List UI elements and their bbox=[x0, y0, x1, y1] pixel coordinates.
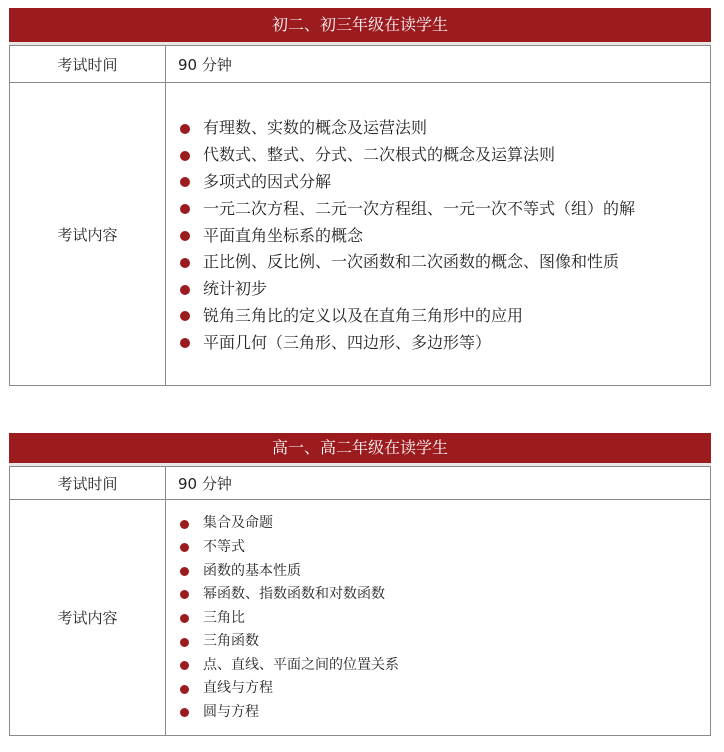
exam-table bbox=[9, 45, 711, 386]
list-item bbox=[178, 249, 709, 276]
time-label: 考试时间 bbox=[10, 467, 166, 500]
bullet-dot-icon bbox=[180, 567, 189, 576]
list-item bbox=[178, 142, 709, 169]
list-item-text: 三角比 bbox=[203, 609, 245, 626]
bullet-dot-icon bbox=[180, 204, 190, 214]
content-list bbox=[178, 512, 709, 724]
table-row bbox=[10, 500, 711, 736]
content-label: 考试内容 bbox=[10, 83, 166, 386]
section-header: 初二、初三年级在读学生 bbox=[9, 8, 711, 45]
bullet-dot-icon bbox=[180, 708, 189, 717]
list-item-text: 圆与方程 bbox=[203, 704, 259, 721]
list-item-text: 幂函数、指数函数和对数函数 bbox=[203, 586, 385, 603]
bullet-dot-icon bbox=[180, 520, 189, 529]
list-item bbox=[178, 223, 709, 250]
bullet-dot-icon bbox=[180, 614, 189, 623]
list-item-text: 多项式的因式分解 bbox=[203, 172, 332, 191]
list-item-text: 正比例、反比例、一次函数和二次函数的概念、图像和性质 bbox=[203, 252, 620, 272]
exam-table bbox=[9, 466, 711, 736]
list-item bbox=[178, 677, 709, 701]
list-item bbox=[178, 701, 709, 725]
list-item bbox=[178, 303, 709, 330]
list-item-text: 代数式、整式、分式、二次根式的概念及运算法则 bbox=[203, 145, 556, 165]
exam-section-middle-school bbox=[9, 8, 711, 386]
bullet-dot-icon bbox=[180, 338, 190, 348]
list-item bbox=[178, 583, 709, 607]
list-item bbox=[178, 536, 709, 560]
bullet-dot-icon bbox=[180, 661, 189, 670]
list-item-text: 平面几何（三角形、四边形、多边形等） bbox=[203, 332, 492, 352]
bullet-dot-icon bbox=[180, 177, 190, 187]
table-row bbox=[10, 83, 711, 386]
time-value: 90 分钟 bbox=[166, 467, 711, 500]
list-item-text: 一元二次方程、二元一次方程组、一元一次不等式（组）的解 bbox=[203, 198, 636, 218]
bullet-dot-icon bbox=[180, 311, 190, 321]
time-label: 考试时间 bbox=[10, 46, 166, 83]
list-item-text: 函数的基本性质 bbox=[203, 562, 301, 579]
bullet-dot-icon bbox=[180, 258, 190, 268]
list-item-text: 直线与方程 bbox=[203, 680, 273, 697]
list-item bbox=[178, 276, 709, 303]
bullet-dot-icon bbox=[180, 151, 190, 161]
list-item bbox=[178, 196, 709, 223]
list-item-text: 平面直角坐标系的概念 bbox=[203, 225, 364, 245]
list-item-text: 点、直线、平面之间的位置关系 bbox=[203, 656, 399, 673]
list-item bbox=[178, 654, 709, 678]
list-item-text: 不等式 bbox=[203, 538, 245, 555]
list-item-text: 集合及命题 bbox=[203, 515, 273, 532]
list-item-text: 有理数、实数的概念及运营法则 bbox=[203, 118, 428, 138]
list-item bbox=[178, 512, 709, 536]
bullet-dot-icon bbox=[180, 685, 189, 694]
content-label: 考试内容 bbox=[10, 500, 166, 736]
bullet-dot-icon bbox=[180, 124, 190, 134]
list-item bbox=[178, 115, 709, 142]
bullet-dot-icon bbox=[180, 590, 189, 599]
bullet-dot-icon bbox=[180, 638, 189, 647]
bullet-dot-icon bbox=[180, 285, 190, 295]
content-list-cell bbox=[166, 83, 711, 386]
section-header: 高一、高二年级在读学生 bbox=[9, 433, 711, 466]
list-item-text: 统计初步 bbox=[203, 279, 268, 299]
bullet-dot-icon bbox=[180, 543, 189, 552]
table-row bbox=[10, 467, 711, 500]
table-row bbox=[10, 46, 711, 83]
exam-section-high-school bbox=[9, 433, 711, 736]
list-item bbox=[178, 330, 709, 357]
list-item bbox=[178, 169, 709, 196]
list-item-text: 锐角三角比的定义以及在直角三角形中的应用 bbox=[203, 305, 524, 325]
list-item bbox=[178, 607, 709, 631]
content-list bbox=[178, 115, 709, 356]
time-value: 90 分钟 bbox=[166, 46, 711, 83]
list-item-text: 三角函数 bbox=[203, 633, 259, 650]
list-item bbox=[178, 630, 709, 654]
bullet-dot-icon bbox=[180, 231, 190, 241]
content-list-cell bbox=[166, 500, 711, 736]
list-item bbox=[178, 560, 709, 584]
